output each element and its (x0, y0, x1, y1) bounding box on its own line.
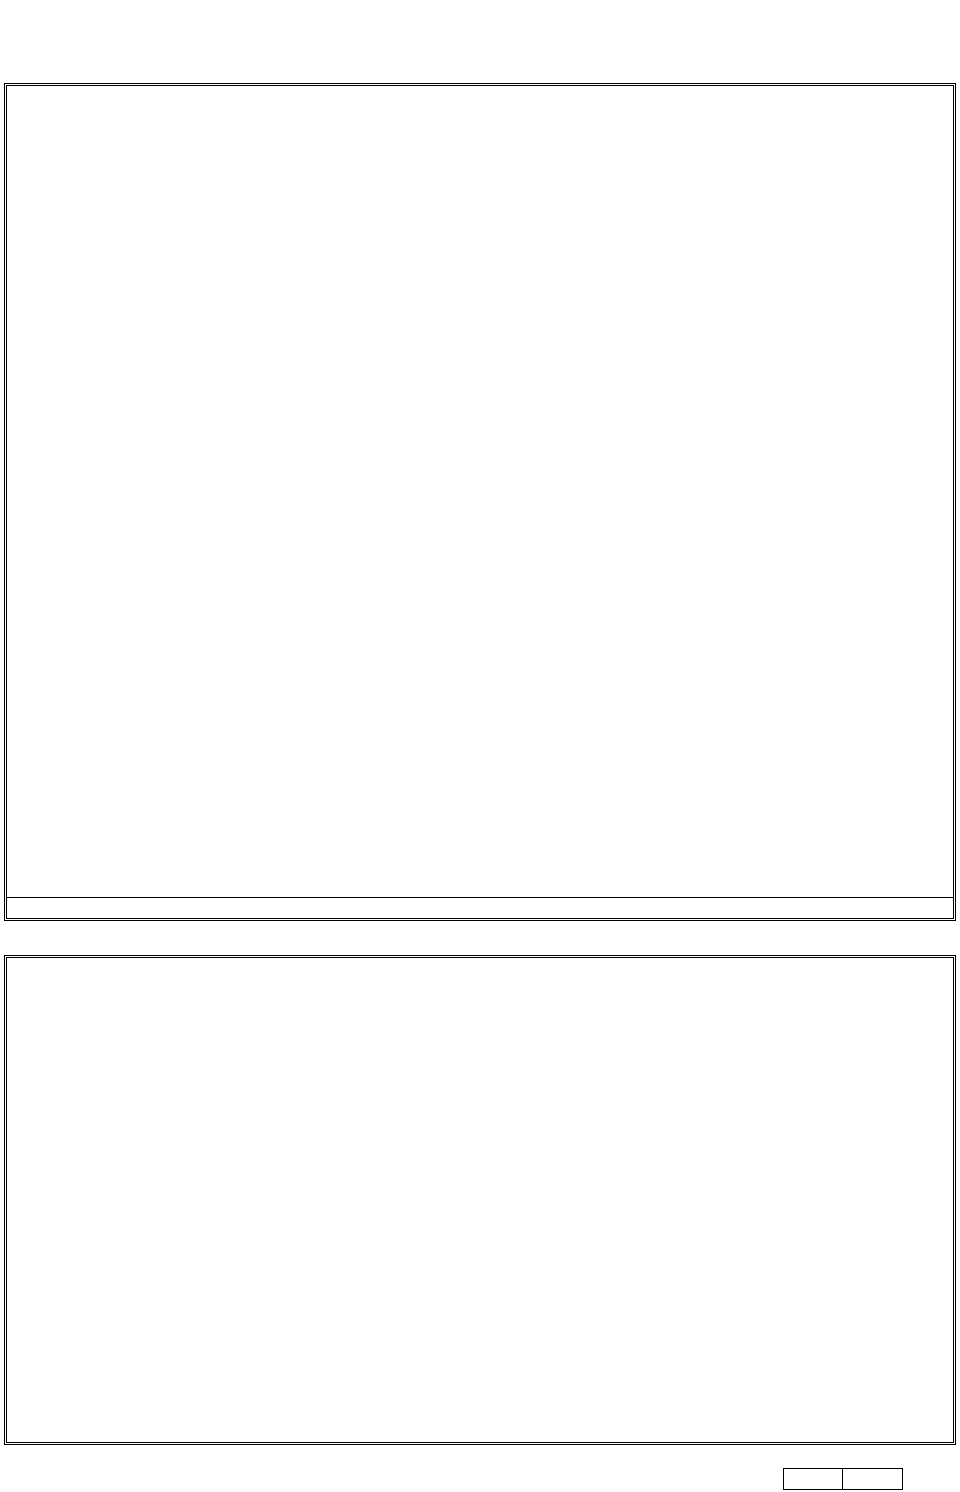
top-timetable (4, 83, 956, 921)
km-summary-box (783, 1468, 903, 1490)
bottom-timetable (4, 955, 956, 1445)
km-value (784, 1469, 843, 1489)
doj-value (843, 1469, 902, 1489)
table-separator (7, 897, 953, 898)
